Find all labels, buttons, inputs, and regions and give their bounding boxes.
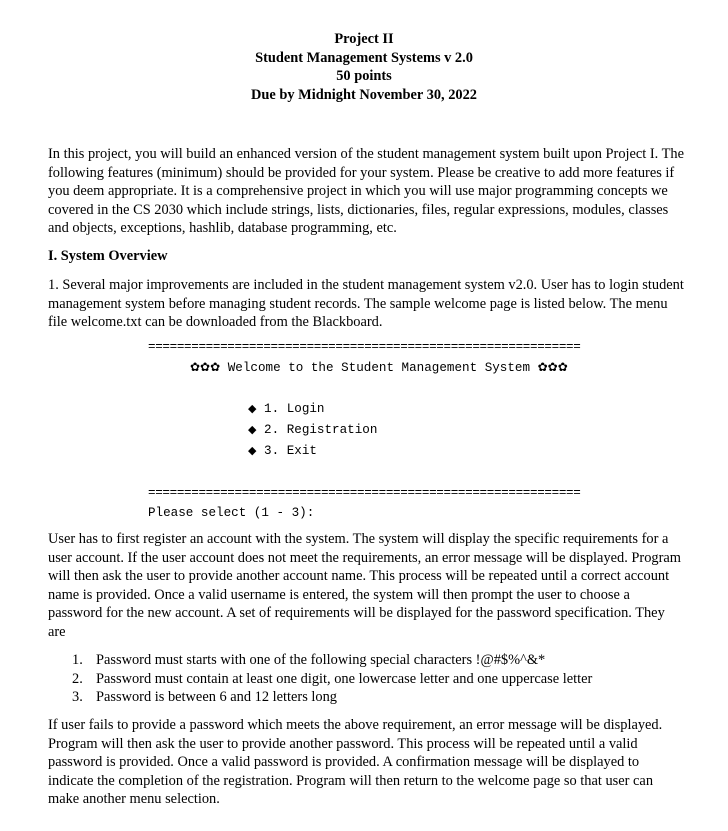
section-heading: I. System Overview: [48, 248, 168, 264]
menu-item-exit: [248, 443, 317, 459]
points-label: 50 points: [336, 68, 392, 84]
overview-paragraph: 1. Several major improvements are included in the student management system v2.0. User has to login student management system before managing student records. The sample welcome page is listed below. The menu file welcome.txt can be downloaded from the Blackboard.: [48, 277, 684, 331]
list-number: 3.: [72, 689, 83, 706]
welcome-text: Welcome to the Student Management System: [227, 361, 531, 375]
project-label: Project II: [334, 31, 394, 47]
menu-item-registration: [248, 422, 377, 438]
console-prompt: Please select (1 - 3):: [148, 506, 315, 520]
password-requirements-list: [72, 651, 592, 707]
console-rule-bottom: ============================================================: [148, 486, 581, 500]
diamond-bullet-icon: ◆: [248, 444, 257, 457]
document-header: [0, 30, 728, 104]
intro-paragraph: In this project, you will build an enhanced version of the student management system built upon Project I. The following features (minimum) should be provided for your system. Please be creative to add more features if you deem appropriate. It is a comprehensive project in which you will use major programming concepts we covered in the CS 2030 which include strings, lists, dictionaries, files, regular expressions, modules, classes and objects, exceptions, hashlib, database programming, etc.: [48, 146, 684, 237]
flower-icon: ✿✿✿: [190, 360, 221, 374]
welcome-line: [190, 359, 568, 376]
diamond-bullet-icon: ◆: [248, 423, 257, 436]
list-item: [72, 651, 592, 670]
list-number: 1.: [72, 652, 83, 668]
due-date: Due by Midnight November 30, 2022: [251, 86, 477, 103]
menu-item-label: 3. Exit: [264, 444, 317, 458]
list-text: Password must starts with one of the following special characters !@#$%^&*: [96, 652, 546, 668]
registration-paragraph: User has to first register an account with the system. The system will display the specific requirements for a user account. If the user account does not meet the requirements, an error message will be displayed. Program will then ask the user to provide another account name. This process will be repeated until a correct account name is provided. Once a valid username is entered, the system will then prompt the user to choose a password for the new account. A set of requirements will be displayed for the password specification. They are: [48, 531, 681, 640]
menu-item-login: [248, 401, 325, 417]
diamond-bullet-icon: ◆: [248, 402, 257, 415]
list-item: [72, 670, 592, 689]
list-text: Password is between 6 and 12 letters long: [96, 689, 338, 706]
console-rule-top: ============================================================: [148, 340, 581, 354]
document-title: Student Management Systems v 2.0: [255, 49, 473, 66]
flower-icon: ✿✿✿: [537, 360, 568, 374]
list-number: 2.: [72, 670, 83, 687]
menu-item-label: 2. Registration: [264, 423, 378, 437]
menu-item-label: 1. Login: [264, 402, 325, 416]
password-paragraph: If user fails to provide a password which meets the above requirement, an error message will be displayed. Program will then ask the user to provide another password. This process will be repeated until a valid password is provided. Once a valid password is provided. A confirmation message will be displayed to indicate the completion of the registration. Program will then return to the welcome page so that user can make another menu selection.: [48, 717, 663, 808]
list-text: Password must contain at least one digit, one lowercase letter and one uppercase letter: [96, 670, 593, 687]
list-item: [72, 688, 592, 707]
